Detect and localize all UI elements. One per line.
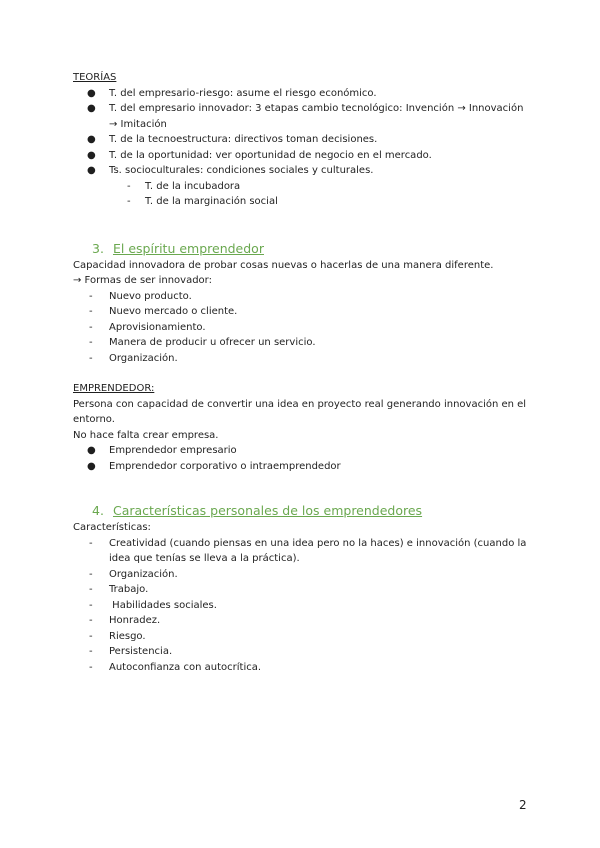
bullet-icon: ● — [87, 460, 96, 472]
dash-icon: - — [89, 615, 93, 626]
list-item: - Organización. — [73, 567, 528, 583]
list-item: - Manera de producir u ofrecer un servicio. — [73, 335, 528, 351]
dash-icon: - — [89, 630, 93, 642]
formas-label: → Formas de ser innovador: — [73, 275, 212, 286]
dash-icon: - — [89, 352, 93, 364]
dash-icon: - — [89, 584, 93, 595]
caracteristicas-label: Características: — [73, 522, 151, 533]
dash-icon: - — [89, 321, 93, 333]
dash-icon: - — [89, 537, 93, 549]
teorias-heading: TEORÍAS — [73, 72, 117, 83]
dash-icon: - — [89, 337, 93, 348]
list-item: ● Emprendedor empresario — [73, 443, 528, 459]
emprendedor-definition: Persona con capacidad de convertir una idea en proyecto real generando innovación en el entorno. — [73, 398, 527, 425]
bullet-icon: ● — [87, 445, 96, 456]
bullet-icon: ● — [87, 165, 96, 176]
bullet-icon: ● — [87, 149, 96, 161]
dash-icon: - — [89, 661, 93, 673]
section-4-heading: 4. Características personales de los emprendedores — [92, 503, 423, 518]
formas-list — [73, 289, 528, 367]
list-item: - Nuevo mercado o cliente. — [73, 304, 528, 320]
list-item: - Riesgo. — [73, 629, 528, 645]
list-item: ● Emprendedor corporativo o intraemprendedor — [73, 459, 528, 475]
document-page — [73, 70, 528, 675]
list-item: - Creatividad (cuando piensas en una idea pero no la haces) e innovación (cuando la idea que tenías se lleva a la práctica). — [89, 537, 527, 564]
bullet-icon: ● — [87, 103, 96, 114]
list-item: - Habilidades sociales. — [73, 598, 528, 614]
teorias-list — [73, 86, 528, 179]
emprendedor-types-list — [73, 443, 528, 474]
list-item: ● T. de la tecnoestructura: directivos toman decisiones. — [73, 132, 528, 148]
list-item: ● Ts. socioculturales: condiciones sociales y culturales. — [73, 163, 528, 179]
list-item: - Trabajo. — [73, 582, 528, 598]
emprendedor-heading: EMPRENDEDOR: — [73, 383, 155, 394]
page-number: 2 — [519, 798, 527, 812]
list-item: ● T. del empresario innovador: 3 etapas cambio tecnológico: Invención → Innovación → Imitación — [87, 103, 524, 130]
list-item: - Nuevo producto. — [73, 289, 528, 305]
list-item: - Persistencia. — [73, 644, 528, 660]
dash-icon: - — [127, 180, 131, 192]
dash-icon: - — [89, 306, 93, 317]
emprendedor-note: No hace falta crear empresa. — [73, 429, 219, 441]
list-item: - Aprovisionamiento. — [73, 320, 528, 336]
section-3-heading: 3. El espíritu emprendedor — [92, 240, 264, 256]
dash-icon: - — [89, 646, 93, 657]
dash-icon: - — [89, 599, 93, 611]
section-3-intro: Capacidad innovadora de probar cosas nuevas o hacerlas de una manera diferente. — [73, 259, 494, 271]
list-item: - T. de la incubadora — [73, 179, 528, 195]
list-item: - Organización. — [73, 351, 528, 367]
bullet-icon: ● — [87, 134, 96, 145]
list-item: ● T. de la oportunidad: ver oportunidad de negocio en el mercado. — [73, 148, 528, 164]
list-item: - Honradez. — [73, 613, 528, 629]
teorias-sublist — [73, 179, 528, 210]
dash-icon: - — [89, 568, 93, 580]
caracteristicas-list — [73, 536, 528, 676]
list-item: - Autoconfianza con autocrítica. — [73, 660, 528, 676]
dash-icon: - — [127, 196, 131, 207]
dash-icon: - — [89, 290, 93, 302]
bullet-icon: ● — [87, 87, 96, 99]
list-item: ● T. del empresario-riesgo: asume el riesgo económico. — [73, 86, 528, 102]
list-item: - T. de la marginación social — [73, 194, 528, 210]
